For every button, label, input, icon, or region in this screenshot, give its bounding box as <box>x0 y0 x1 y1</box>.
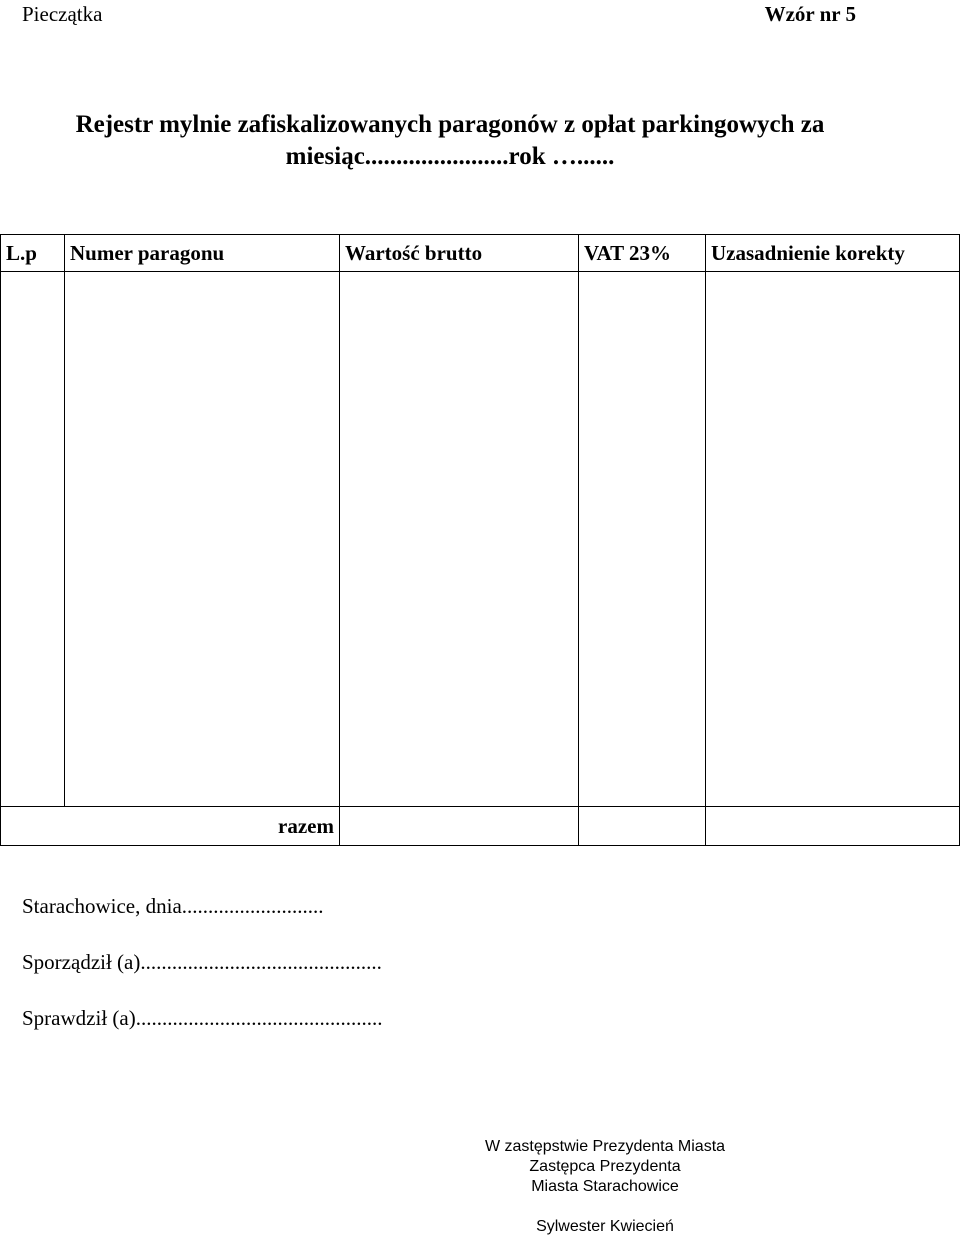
title-line-1: Rejestr mylnie zafiskalizowanych paragonów z opłat parkingowych za <box>75 111 825 138</box>
prepared-by-field: Sporządził (a).............................................. <box>22 950 382 974</box>
signature-block <box>440 1137 770 1237</box>
cell-gross-value <box>340 272 579 807</box>
table-total-row <box>1 807 960 846</box>
column-header-receipt-number: Numer paragonu <box>65 235 340 272</box>
column-header-lp: L.p <box>1 235 65 272</box>
column-header-justification: Uzasadnienie korekty <box>706 235 960 272</box>
column-header-vat: VAT 23% <box>579 235 706 272</box>
table-header-row <box>1 235 960 272</box>
signature-line-1: W zastępstwie Prezydenta Miasta <box>484 1138 726 1155</box>
form-number: Wzór nr 5 <box>764 2 856 26</box>
cell-vat <box>579 272 706 807</box>
cell-justification <box>706 272 960 807</box>
document-title <box>30 109 870 173</box>
register-table <box>0 234 960 846</box>
signer-name: Sylwester Kwiecień <box>536 1218 674 1235</box>
total-vat <box>579 807 706 846</box>
total-label: razem <box>1 807 340 846</box>
signature-line-3: Miasta Starachowice <box>531 1178 679 1195</box>
total-justification <box>706 807 960 846</box>
table-row <box>1 272 960 807</box>
total-gross-value <box>340 807 579 846</box>
signature-line-2: Zastępca Prezydenta <box>529 1158 681 1175</box>
cell-lp <box>1 272 65 807</box>
column-header-gross-value: Wartość brutto <box>340 235 579 272</box>
cell-receipt-number <box>65 272 340 807</box>
title-line-2: miesiąc.......................rok …...... <box>285 143 615 170</box>
checked-by-field: Sprawdził (a)............................................... <box>22 1006 383 1030</box>
place-date-field: Starachowice, dnia........................... <box>22 894 324 918</box>
stamp-label: Pieczątka <box>22 2 103 26</box>
